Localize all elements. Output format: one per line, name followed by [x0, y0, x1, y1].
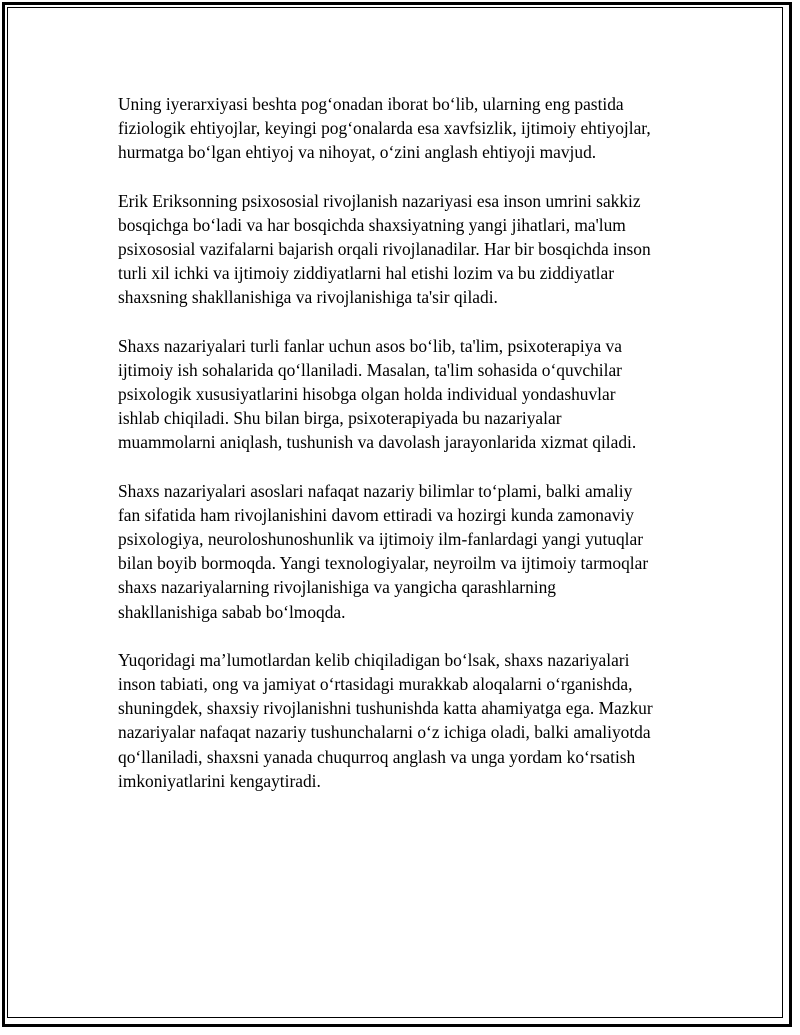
document-body — [118, 92, 718, 817]
text-line: bosqichga bo‘ladi va har bosqichda shaxsiyatning yangi jihatlari, ma'lum — [118, 214, 626, 235]
text-line: hurmatga bo‘lgan ehtiyoj va nihoyat, o‘zini anglash ehtiyoji mavjud. — [118, 142, 597, 163]
text-line: Erik Eriksonning psixososial rivojlanish nazariyasi esa inson umrini sakkiz — [118, 190, 641, 211]
text-line: Uning iyerarxiyasi beshta pog‘onadan iborat bo‘lib, ularning eng pastida — [118, 94, 624, 114]
text-line: nazariyalar nafaqat nazariy tushunchalarni o‘z ichiga oladi, balki amaliyotda — [118, 722, 651, 743]
text-line: Shaxs nazariyalari asoslari nafaqat nazariy bilimlar to‘plami, balki amaliy — [118, 480, 633, 501]
text-line: fiziologik ehtiyojlar, keyingi pog‘onalarda esa xavfsizlik, ijtimoiy ehtiyojlar, — [118, 118, 651, 139]
text-line: inson tabiati, ong va jamiyat o‘rtasidagi murakkab aloqalarni o‘rganishda, — [118, 674, 633, 695]
text-line: muammolarni aniqlash, tushunish va davolash jarayonlarida xizmat qiladi. — [118, 432, 637, 453]
paragraph-4 — [118, 479, 718, 624]
text-line: Yuqoridagi ma’lumotlardan kelib chiqiladigan bo‘lsak, shaxs nazariyalari — [118, 649, 630, 670]
paragraph-5 — [118, 648, 718, 793]
text-line: fan sifatida ham rivojlanishini davom ettiradi va hozirgi kunda zamonaviy — [118, 504, 634, 525]
paragraph-2 — [118, 189, 718, 310]
paragraph-3 — [118, 334, 718, 455]
text-line: qo‘llaniladi, shaxsni yanada chuqurroq anglash va unga yordam ko‘rsatish — [118, 746, 636, 767]
paragraph-1 — [118, 92, 718, 165]
text-line: turli xil ichki va ijtimoiy ziddiyatlarni hal etishi lozim va bu ziddiyatlar — [118, 263, 615, 284]
text-line: ishlab chiqiladi. Shu bilan birga, psixoterapiyada bu nazariyalar — [118, 408, 562, 429]
text-line: bilan boyib bormoqda. Yangi texnologiyalar, neyroilm va ijtimoiy tarmoqlar — [118, 553, 649, 574]
text-line: Shaxs nazariyalari turli fanlar uchun asos bo‘lib, ta'lim, psixoterapiya va — [118, 335, 622, 356]
text-line: imkoniyatlarini kengaytiradi. — [118, 770, 321, 791]
text-line: shaxs nazariyalarning rivojlanishiga va yangicha qarashlarning — [118, 577, 556, 598]
text-line: shaxsning shakllanishiga va rivojlanishiga ta'sir qiladi. — [118, 287, 498, 308]
text-line: shakllanishiga sabab bo‘lmoqda. — [118, 601, 346, 622]
text-line: psixologiya, neuroloshunoshunlik va ijtimoiy ilm-fanlardagi yangi yutuqlar — [118, 529, 644, 550]
text-line: psixologik xususiyatlarini hisobga olgan holda individual yondashuvlar — [118, 384, 616, 405]
text-line: shuningdek, shaxsiy rivojlanishni tushunishda katta ahamiyatga ega. Mazkur — [118, 698, 653, 719]
text-line: psixososial vazifalarni bajarish orqali rivojlanadilar. Har bir bosqichda inson — [118, 239, 651, 260]
text-line: ijtimoiy ish sohalarida qo‘llaniladi. Masalan, ta'lim sohasida o‘quvchilar — [118, 359, 622, 380]
